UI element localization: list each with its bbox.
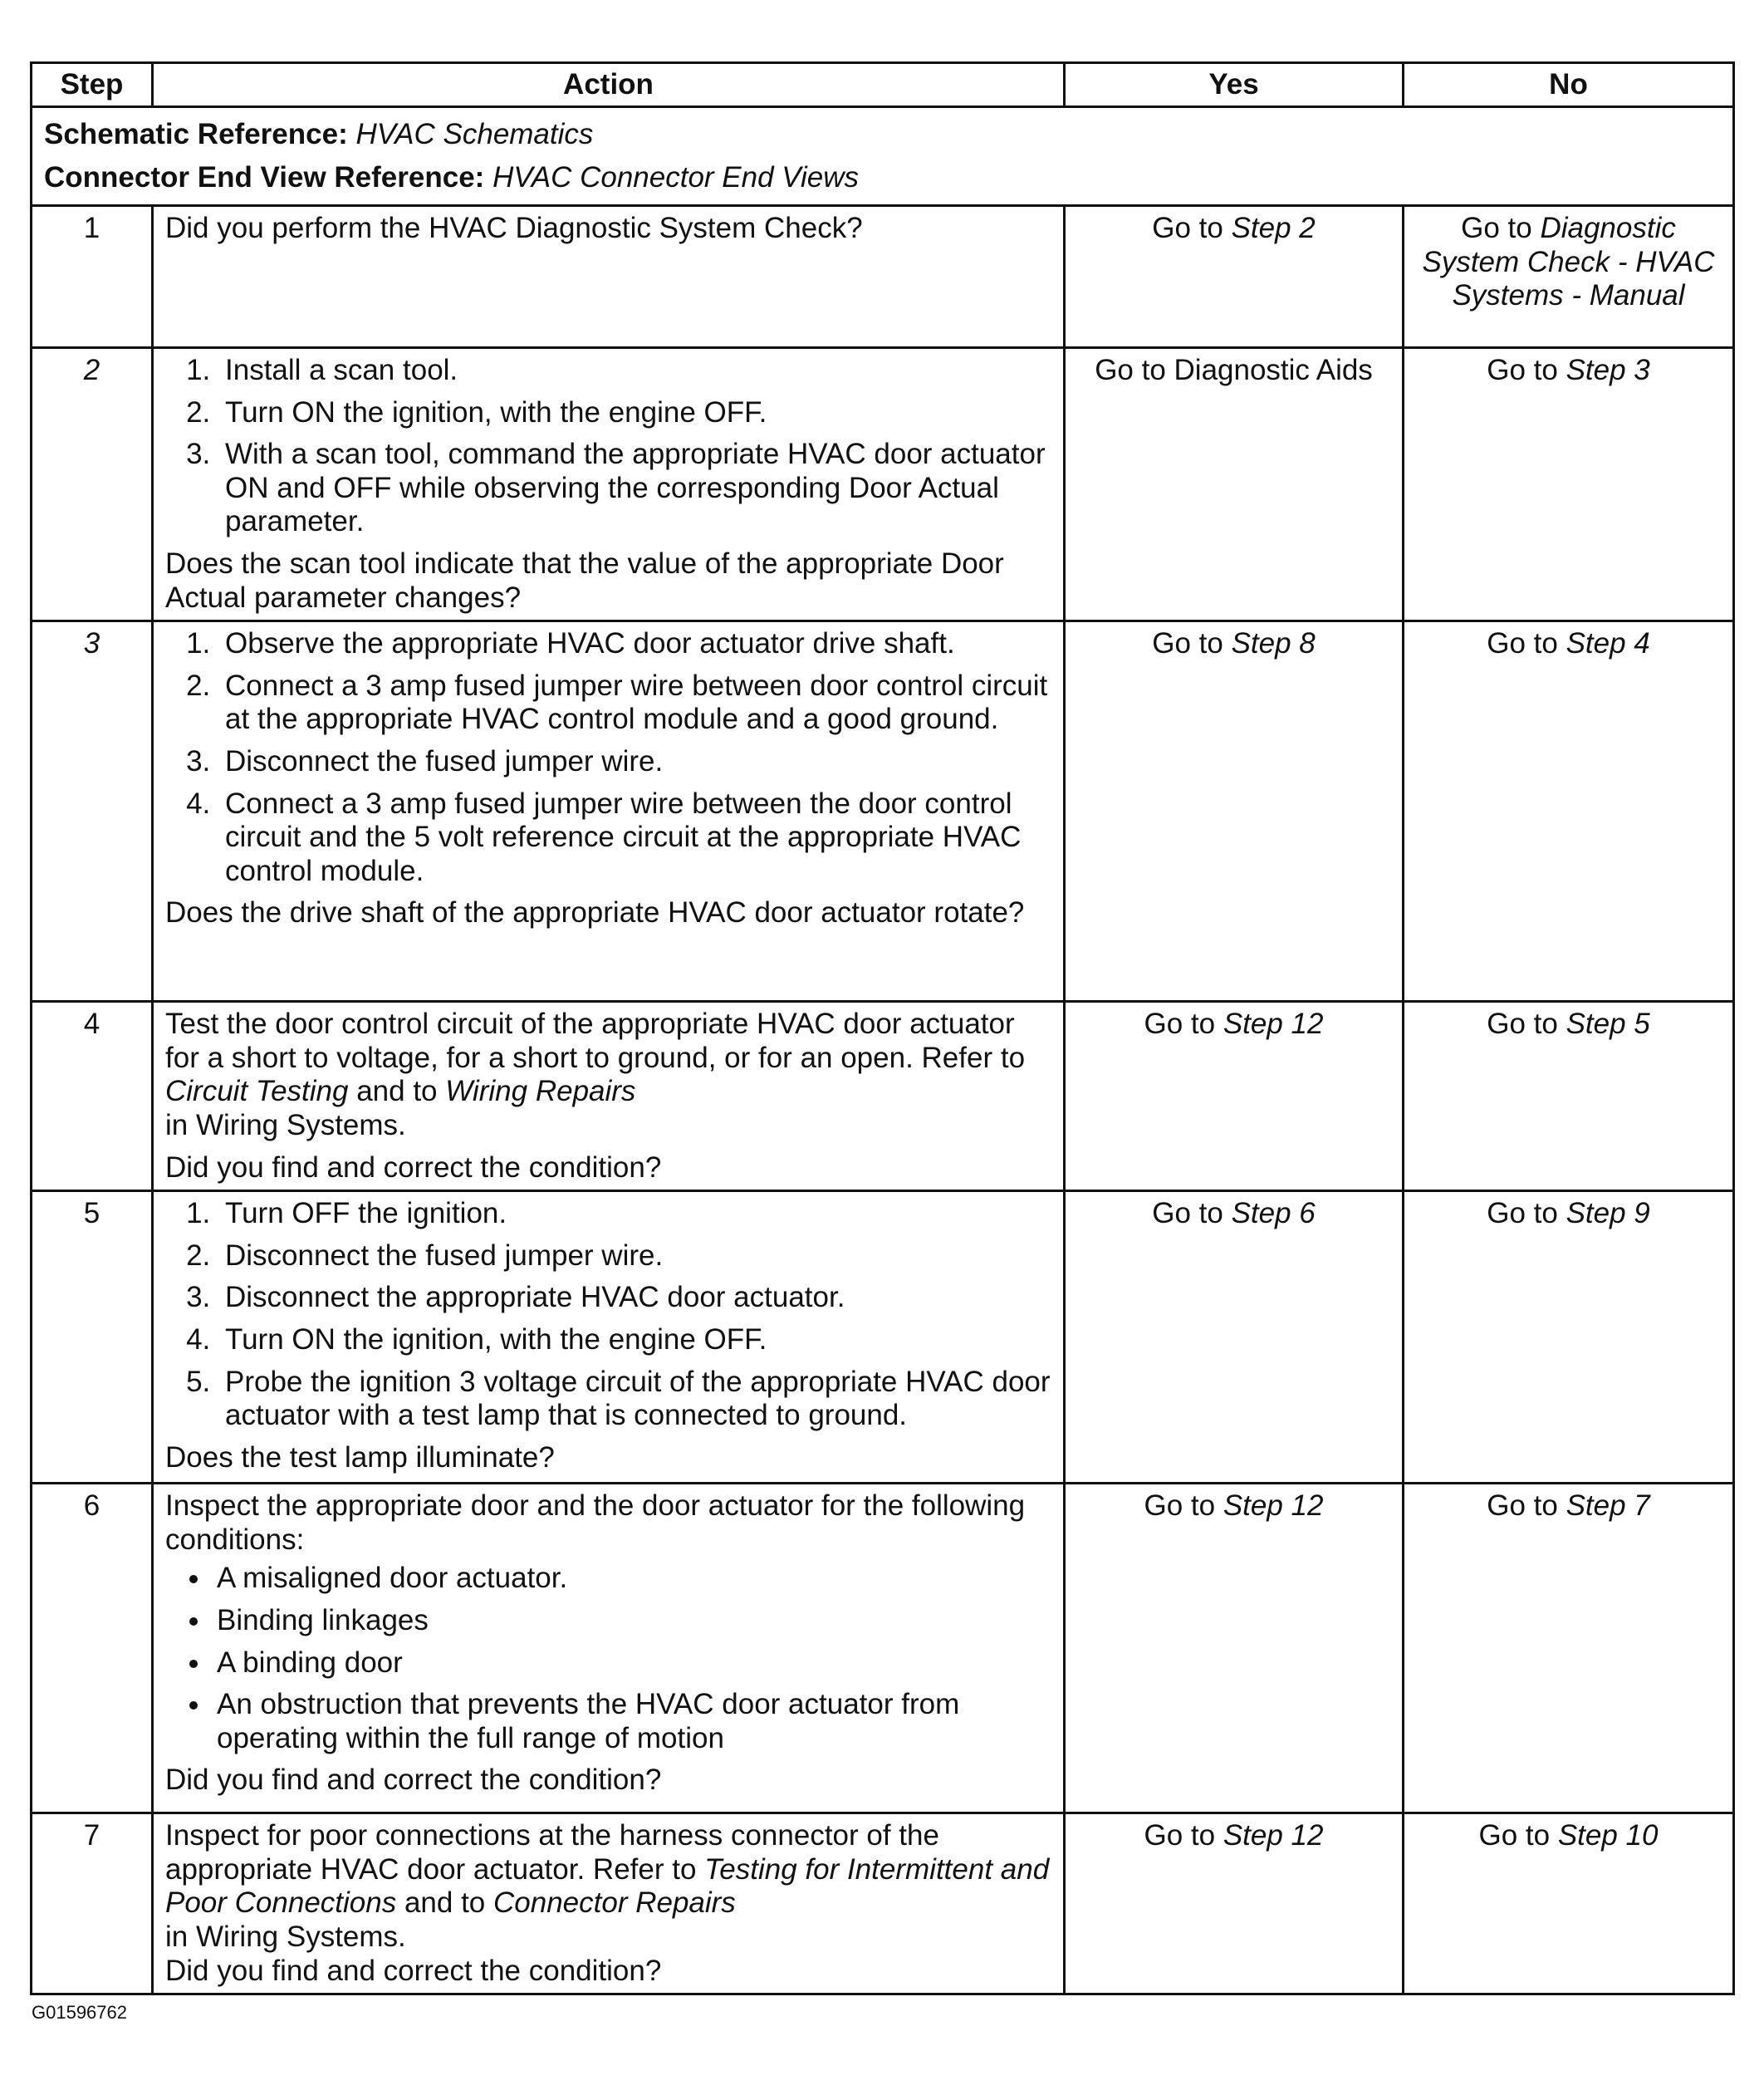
question-text: Did you find and correct the condition? [165, 1954, 662, 1987]
action-cell [153, 206, 1065, 348]
connector-reference [44, 156, 1721, 199]
action-text-part: in Wiring Systems. [165, 1920, 406, 1953]
yes-link[interactable]: Step 6 [1231, 1197, 1316, 1230]
table-row [32, 1191, 1734, 1484]
no-cell [1404, 206, 1734, 348]
table-row [32, 206, 1734, 348]
action-cell [153, 1813, 1065, 1994]
action-text-part: and to [348, 1075, 446, 1108]
yes-prefix: Go to [1152, 1197, 1232, 1230]
header-no: No [1404, 63, 1734, 107]
no-prefix: Go to [1487, 1197, 1566, 1230]
action-text-part: Inspect for poor connections at the harness connector of the appropriate HVAC door actuator. Refer to [165, 1819, 939, 1886]
list-item: 2. Connect a 3 amp fused jumper wire between door control circuit at the appropriate HVAC control module and a good ground. [218, 670, 1051, 737]
conditions-list [165, 1562, 1051, 1755]
no-link[interactable]: Step 7 [1566, 1489, 1650, 1523]
no-prefix: Go to [1487, 1008, 1566, 1041]
list-item: 4. Connect a 3 amp fused jumper wire between the door control circuit and the 5 volt reference circuit at the appropriate HVAC control module. [218, 787, 1051, 889]
list-item: 3. Disconnect the fused jumper wire. [218, 745, 1051, 779]
yes-link[interactable]: Step 2 [1231, 212, 1316, 244]
figure-id: G01596762 [32, 2002, 127, 2023]
action-cell [153, 1191, 1065, 1484]
action-steps-list [165, 627, 1051, 888]
action-cell [153, 621, 1065, 1002]
no-prefix: Go to [1487, 1489, 1566, 1523]
no-link[interactable]: Step 9 [1566, 1197, 1650, 1230]
list-item: • An obstruction that prevents the HVAC door actuator from operating within the full range of motion [212, 1688, 1051, 1755]
action-intro: Inspect the appropriate door and the door actuator for the following conditions: [165, 1489, 1026, 1556]
step-number: 5 [32, 1191, 153, 1484]
action-text [165, 1819, 1051, 1921]
yes-cell [1065, 1191, 1404, 1484]
action-text [165, 1008, 1051, 1109]
list-item: 3. Disconnect the appropriate HVAC door actuator. [218, 1281, 1051, 1315]
testing-intermittent-link[interactable]: Testing for Intermittent and Poor Connections [165, 1852, 1050, 1920]
yes-prefix: Go to [1152, 627, 1232, 660]
yes-prefix: Go to [1144, 1008, 1223, 1041]
action-text-part: Test the door control circuit of the appropriate HVAC door actuator for a short to voltage, for a short to ground, or for an open. Refer to [165, 1008, 1026, 1074]
wiring-repairs-link[interactable]: Wiring Repairs [445, 1075, 636, 1108]
list-item: • A binding door [212, 1646, 1051, 1680]
yes-cell [1065, 621, 1404, 1002]
list-item: 2. Disconnect the fused jumper wire. [218, 1239, 1051, 1273]
list-item: 1. Install a scan tool. [218, 354, 1051, 388]
reference-row [32, 107, 1734, 206]
circuit-testing-link[interactable]: Circuit Testing [165, 1075, 349, 1108]
yes-link[interactable]: Step 12 [1223, 1008, 1324, 1041]
list-item: 3. With a scan tool, command the appropriate HVAC door actuator ON and OFF while observing the corresponding Door Actual parameter. [218, 438, 1051, 539]
yes-cell [1065, 1484, 1404, 1813]
diagnostic-table [30, 61, 1735, 1995]
no-prefix: Go to [1487, 354, 1566, 386]
connector-reference-link[interactable]: HVAC Connector End Views [492, 161, 860, 194]
no-cell [1404, 621, 1734, 1002]
no-prefix: Go to [1461, 212, 1541, 244]
step-number: 1 [32, 206, 153, 348]
step-number: 7 [32, 1813, 153, 1994]
header-row [32, 63, 1734, 107]
table-row [32, 621, 1734, 1002]
list-item: 1. Turn OFF the ignition. [218, 1197, 1051, 1231]
step-number: 2 [32, 348, 153, 621]
yes-cell [1065, 1813, 1404, 1994]
no-link[interactable]: Step 4 [1566, 627, 1650, 660]
question-text: Did you find and correct the condition? [165, 1150, 662, 1184]
action-text-part: and to [396, 1886, 493, 1920]
action-cell [153, 1484, 1065, 1813]
header-step: Step [32, 63, 153, 107]
no-link[interactable]: Diagnostic System Check - HVAC Systems - Manual [1422, 212, 1715, 312]
yes-cell[interactable]: Go to Diagnostic Aids [1065, 348, 1404, 621]
question-text: Did you find and correct the condition? [165, 1764, 662, 1797]
no-cell [1404, 1002, 1734, 1191]
yes-cell [1065, 1002, 1404, 1191]
list-item: 4. Turn ON the ignition, with the engine OFF. [218, 1323, 1051, 1357]
step-number: 6 [32, 1484, 153, 1813]
no-cell [1404, 1813, 1734, 1994]
step-number: 4 [32, 1002, 153, 1191]
list-item: • A misaligned door actuator. [212, 1562, 1051, 1596]
no-link[interactable]: Step 5 [1566, 1008, 1650, 1041]
no-link[interactable]: Step 3 [1566, 354, 1650, 386]
table-row [32, 1813, 1734, 1994]
connector-reference-label: Connector End View Reference: [44, 161, 485, 194]
header-action: Action [153, 63, 1065, 107]
question-text: Does the drive shaft of the appropriate HVAC door actuator rotate? [165, 896, 1025, 930]
yes-prefix: Go to [1144, 1489, 1223, 1523]
question-text: Does the scan tool indicate that the value of the appropriate Door Actual parameter changes? [165, 547, 1004, 614]
no-prefix: Go to [1478, 1819, 1558, 1852]
no-cell [1404, 348, 1734, 621]
list-item: • Binding linkages [212, 1604, 1051, 1638]
connector-repairs-link[interactable]: Connector Repairs [493, 1886, 736, 1920]
yes-prefix: Go to [1152, 212, 1232, 244]
schematic-reference-label: Schematic Reference: [44, 118, 348, 150]
yes-link[interactable]: Step 8 [1231, 627, 1316, 660]
schematic-reference [44, 113, 1721, 156]
step-number: 3 [32, 621, 153, 1002]
no-link[interactable]: Step 10 [1557, 1819, 1659, 1852]
list-item: 5. Probe the ignition 3 voltage circuit of the appropriate HVAC door actuator with a test lamp that is connected to ground. [218, 1366, 1051, 1433]
action-text-part: in Wiring Systems. [165, 1108, 406, 1141]
reference-cell [32, 107, 1734, 206]
action-steps-list [165, 354, 1051, 539]
table-row [32, 348, 1734, 621]
table-row [32, 1484, 1734, 1813]
yes-prefix: Go to [1144, 1819, 1223, 1852]
no-cell [1404, 1191, 1734, 1484]
list-item: 2. Turn ON the ignition, with the engine OFF. [218, 396, 1051, 430]
action-cell [153, 348, 1065, 621]
schematic-reference-link[interactable]: HVAC Schematics [355, 118, 594, 150]
table-row [32, 1002, 1734, 1191]
yes-cell [1065, 206, 1404, 348]
question-text: Does the test lamp illuminate? [165, 1440, 555, 1474]
no-cell [1404, 1484, 1734, 1813]
yes-link[interactable]: Step 12 [1223, 1819, 1324, 1852]
yes-link[interactable]: Step 12 [1223, 1489, 1324, 1523]
action-cell [153, 1002, 1065, 1191]
list-item: 1. Observe the appropriate HVAC door actuator drive shaft. [218, 627, 1051, 661]
no-prefix: Go to [1487, 627, 1566, 660]
question-text: Did you perform the HVAC Diagnostic System Check? [165, 212, 863, 244]
header-yes: Yes [1065, 63, 1404, 107]
action-steps-list [165, 1197, 1051, 1433]
